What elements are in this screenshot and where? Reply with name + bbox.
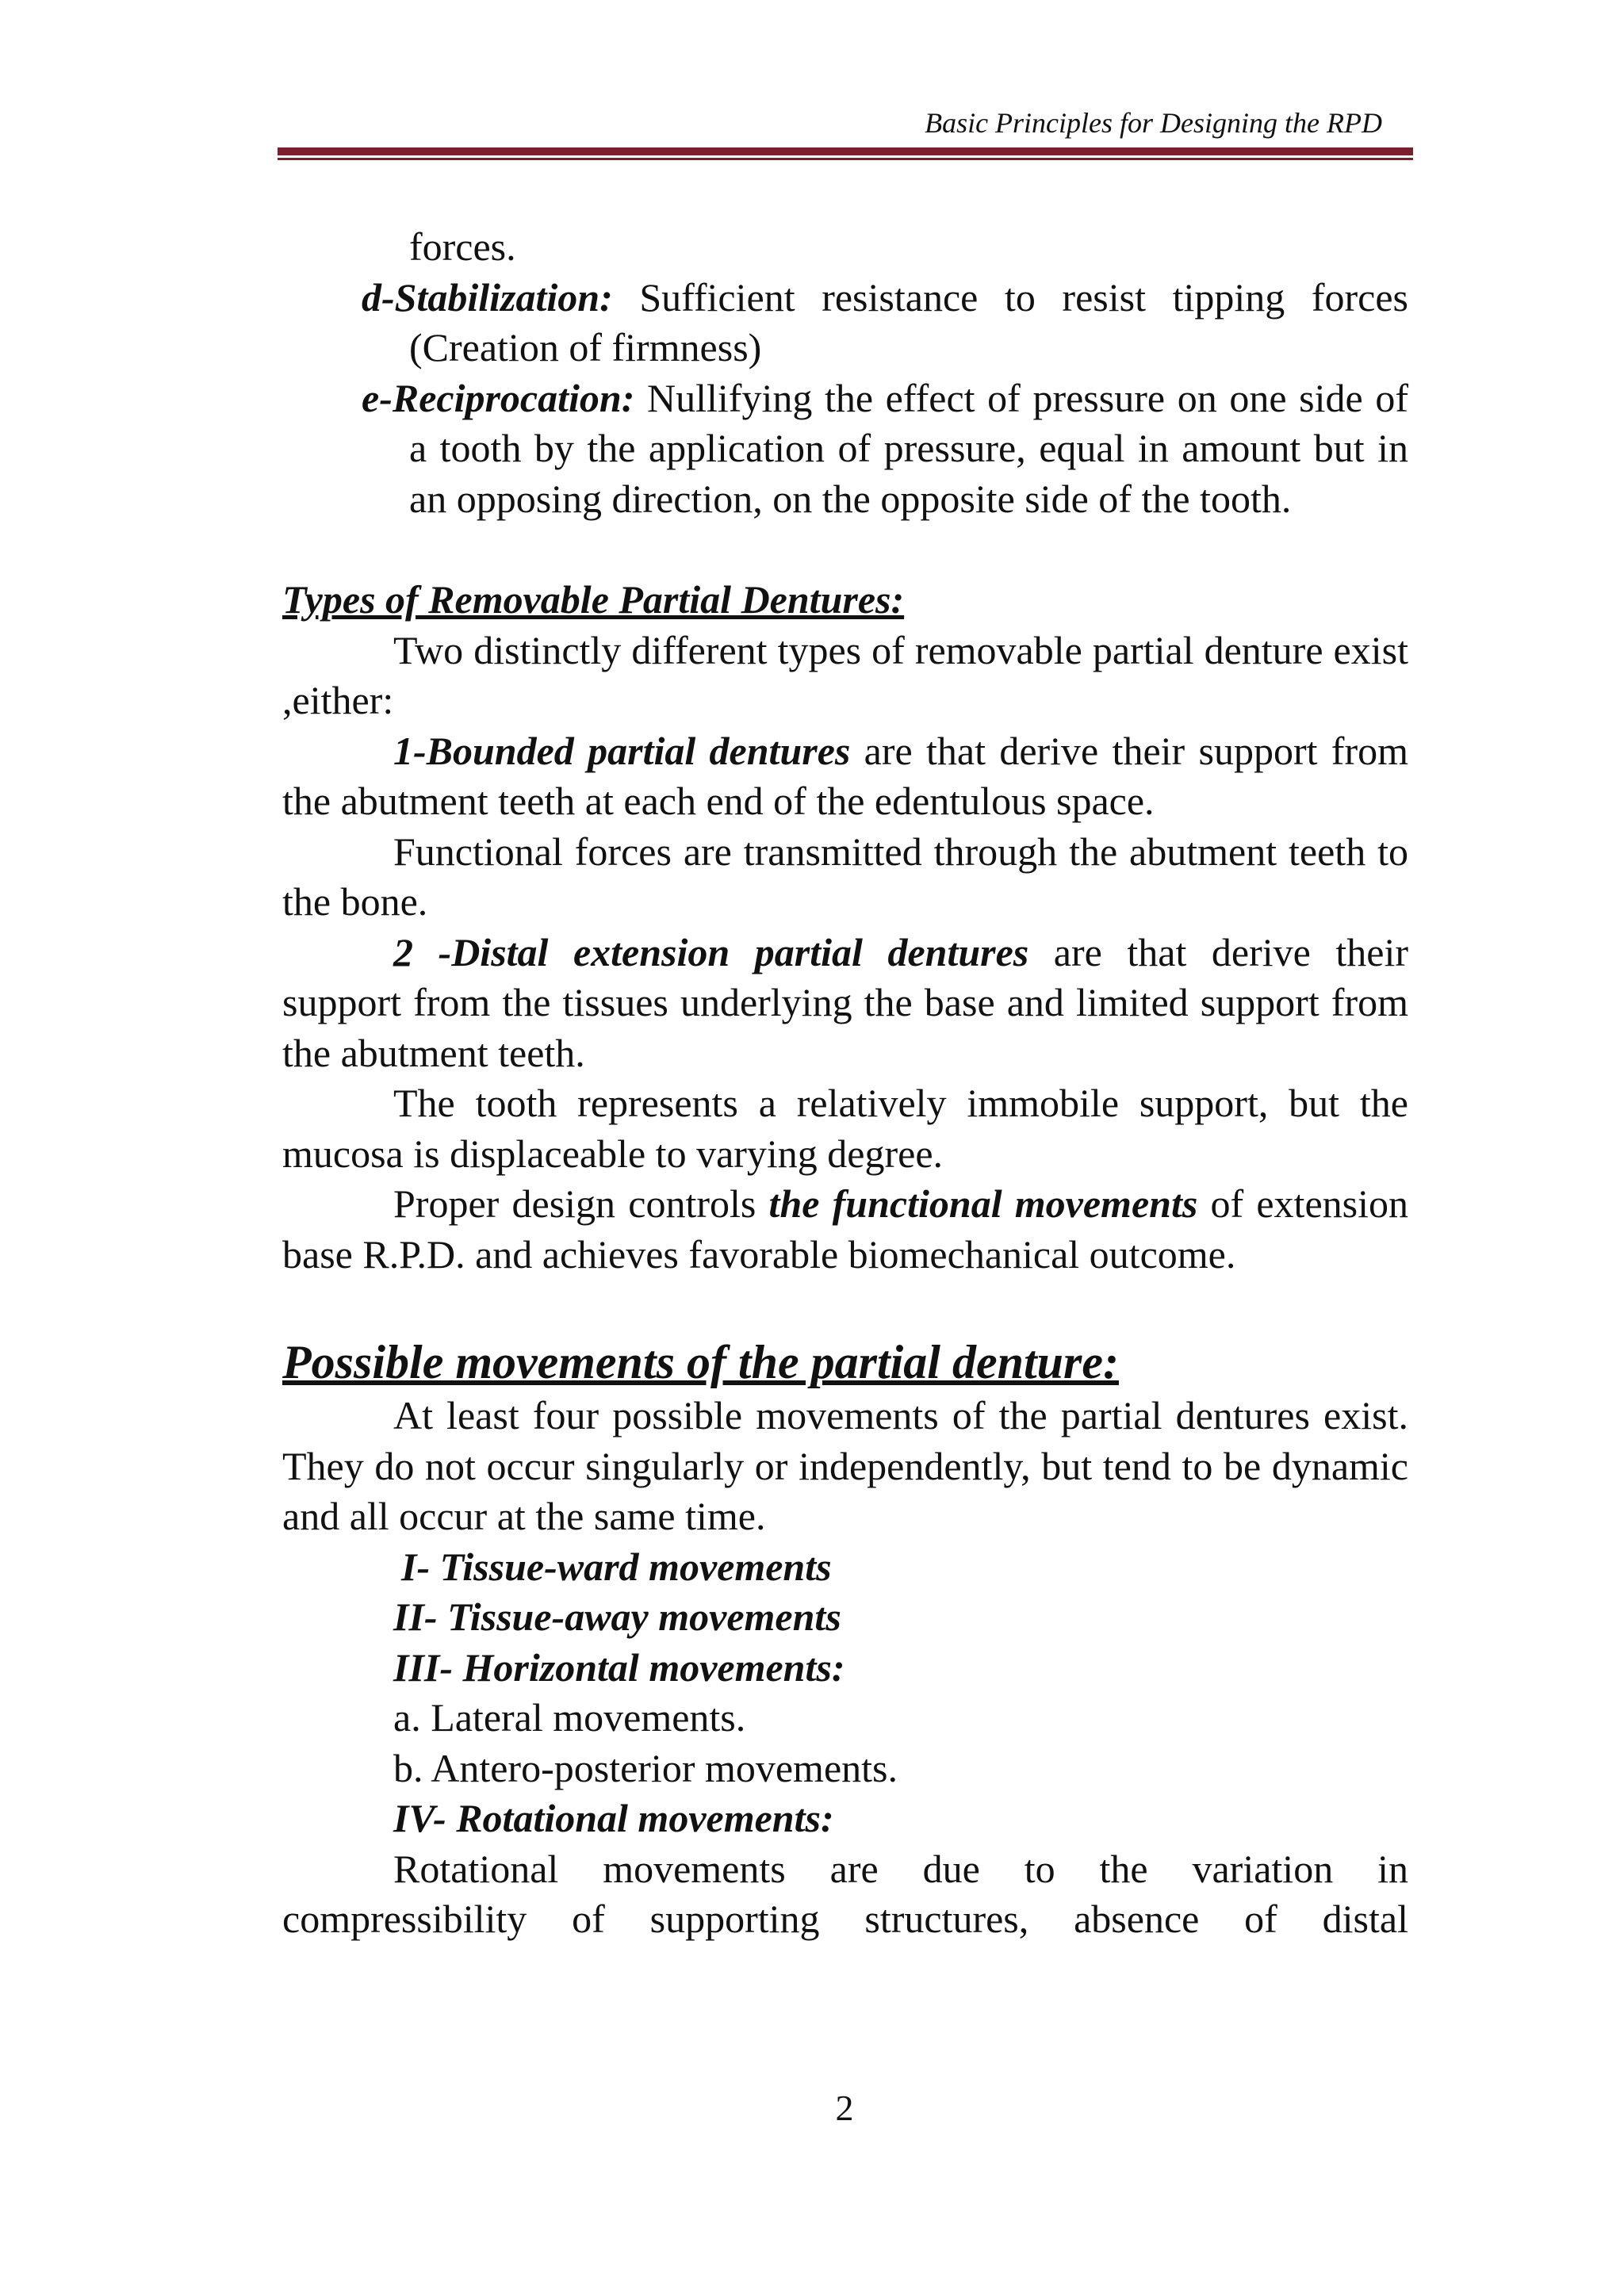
movements-heading: Possible movements of the partial denture: bbox=[282, 1336, 1119, 1388]
item-d-marker: d- bbox=[362, 274, 395, 320]
item-d-term: Stabilization: bbox=[394, 274, 613, 320]
distal-term: 2 -Distal extension partial dentures bbox=[393, 929, 1029, 974]
rotational-paragraph: Rotational movements are due to the variation in compressibility of supporting structures, absence of distal bbox=[282, 1846, 1408, 1941]
movements-intro: At least four possible movements of the partial dentures exist. They do not occur singularly or independently, but tend to be dynamic and all occur at the same time. bbox=[282, 1393, 1408, 1538]
page-number: 2 bbox=[835, 2088, 854, 2128]
item-d-text: Sufficient resistance to resist tipping forces (Creation of firmness) bbox=[409, 274, 1408, 369]
tooth-mucosa-paragraph: The tooth represents a relatively immobile support, but the mucosa is displaceable to varying degree. bbox=[282, 1081, 1408, 1176]
movement-item-rotational: IV- Rotational movements: bbox=[393, 1796, 834, 1840]
proper-design-after: of extension base R.P.D. and achieves favorable biomechanical outcome. bbox=[282, 1181, 1408, 1277]
movement-item-tissue-away: II- Tissue-away movements bbox=[393, 1594, 841, 1639]
carry-over-line: forces. bbox=[409, 224, 516, 269]
movement-subitem-antero-posterior: b. Antero-posterior movements. bbox=[393, 1745, 898, 1790]
proper-design-before: Proper design controls bbox=[393, 1181, 769, 1226]
bounded-paragraph bbox=[282, 726, 1408, 827]
section-heading-movements bbox=[282, 1334, 1408, 1391]
movement-item-horizontal: III- Horizontal movements: bbox=[393, 1644, 845, 1690]
item-e-text: Nullifying the effect of pressure on one side of a tooth by the application of pressure, equal in amount but in an opposing direction, on the opposite side of the tooth. bbox=[409, 375, 1408, 521]
spacer bbox=[282, 524, 1408, 575]
bounded-text: are that derive their support from the abutment teeth at each end of the edentulous space. bbox=[282, 728, 1408, 823]
proper-design-emphasis: the functional movements bbox=[768, 1181, 1198, 1226]
functional-forces-paragraph: Functional forces are transmitted through the abutment teeth to the bone. bbox=[282, 829, 1408, 924]
proper-design-paragraph bbox=[282, 1179, 1408, 1280]
list-item-reciprocation bbox=[282, 373, 1408, 525]
section-heading-types bbox=[282, 575, 1408, 626]
distal-paragraph bbox=[282, 928, 1408, 1079]
header-rule-thick bbox=[278, 147, 1413, 155]
item-e-marker: e- bbox=[362, 375, 393, 420]
running-header: Basic Principles for Designing the RPD bbox=[925, 107, 1382, 139]
bounded-term: 1-Bounded partial dentures bbox=[393, 728, 851, 773]
spacer bbox=[282, 1280, 1408, 1334]
item-e-term: Reciprocation: bbox=[392, 375, 635, 420]
distal-text: are that derive their support from the tissues underlying the base and limited support from the abutment teeth. bbox=[282, 929, 1408, 1075]
types-heading: Types of Removable Partial Dentures: bbox=[282, 577, 905, 622]
page-body bbox=[282, 222, 1408, 1945]
list-item-stabilization bbox=[282, 273, 1408, 373]
movement-subitem-lateral: a. Lateral movements. bbox=[393, 1695, 746, 1740]
header-rule-thin bbox=[278, 158, 1413, 160]
movement-item-tissue-ward: I- Tissue-ward movements bbox=[401, 1544, 832, 1589]
types-intro: Two distinctly different types of removable partial denture exist ,either: bbox=[282, 627, 1408, 722]
